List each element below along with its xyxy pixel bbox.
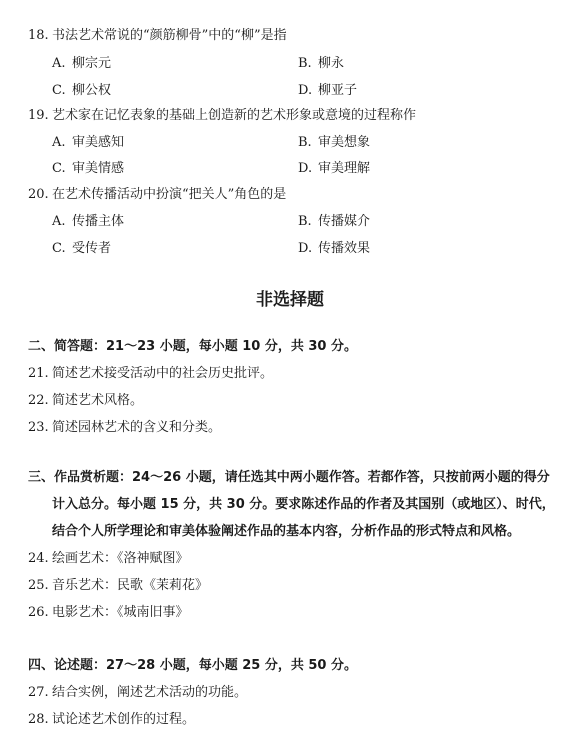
- question-20: [28, 183, 286, 202]
- option-text: 审美想象: [318, 135, 371, 150]
- option-letter: C.: [52, 83, 66, 98]
- option-text: 传播媒介: [318, 214, 371, 229]
- option-letter: C.: [52, 241, 66, 256]
- part-four-header: 四、论述题：27～28 小题，每小题 25 分，共 50 分。: [28, 658, 357, 673]
- question-number: 19.: [28, 108, 49, 123]
- option-letter: D.: [298, 83, 313, 98]
- question-text: 结合实例，阐述艺术活动的功能。: [52, 685, 248, 700]
- question-18: [28, 24, 287, 43]
- option-text: 传播主体: [72, 214, 125, 229]
- question-21: [28, 362, 273, 381]
- option-letter: C.: [52, 161, 66, 176]
- question-28: [28, 708, 195, 727]
- question-number: 20.: [28, 187, 49, 202]
- question-number: 22.: [28, 393, 49, 408]
- option-letter: B.: [298, 214, 312, 229]
- question-number: 23.: [28, 420, 49, 435]
- part-three-header-line1: 三、作品赏析题：24～26 小题，请任选其中两小题作答。若都作答，只按前两小题的得分: [28, 470, 550, 485]
- option-text: 审美情感: [72, 161, 125, 176]
- option-18-a: [52, 52, 111, 71]
- question-stem: 在艺术传播活动中扮演“把关人”角色的是: [52, 187, 287, 202]
- option-18-d: [298, 79, 357, 98]
- question-text: 简述园林艺术的含义和分类。: [52, 420, 222, 435]
- part-three-header-line3: 结合个人所学理论和审美体验阐述作品的基本内容，分析作品的形式特点和风格。: [52, 524, 521, 539]
- option-text: 受传者: [72, 241, 112, 256]
- question-27: [28, 681, 247, 700]
- option-letter: B.: [298, 56, 312, 71]
- section-title: 非选择题: [256, 290, 324, 310]
- part-two-header: 二、简答题：21～23 小题，每小题 10 分，共 30 分。: [28, 339, 357, 354]
- option-text: 审美理解: [318, 161, 371, 176]
- question-number: 25.: [28, 578, 49, 593]
- question-number: 28.: [28, 712, 49, 727]
- option-letter: D.: [298, 161, 313, 176]
- option-letter: A.: [52, 214, 66, 229]
- question-stem: 艺术家在记忆表象的基础上创造新的艺术形象或意境的过程称作: [52, 108, 417, 123]
- option-letter: D.: [298, 241, 313, 256]
- option-text: 传播效果: [318, 241, 371, 256]
- option-text: 柳永: [318, 56, 345, 71]
- option-text: 柳公权: [72, 83, 112, 98]
- option-text: 审美感知: [72, 135, 125, 150]
- option-18-b: [298, 52, 344, 71]
- option-20-c: [52, 237, 111, 256]
- question-text: 电影艺术：《城南旧事》: [52, 605, 189, 620]
- option-letter: A.: [52, 135, 66, 150]
- question-23: [28, 416, 221, 435]
- option-19-d: [298, 157, 370, 176]
- option-19-b: [298, 131, 370, 150]
- option-20-d: [298, 237, 370, 256]
- option-20-b: [298, 210, 370, 229]
- option-text: 柳亚子: [318, 83, 358, 98]
- option-18-c: [52, 79, 111, 98]
- option-19-c: [52, 157, 124, 176]
- question-text: 简述艺术接受活动中的社会历史批评。: [52, 366, 274, 381]
- question-24: [28, 547, 189, 566]
- part-three-header-line2: 计入总分。每小题 15 分，共 30 分。要求陈述作品的作者及其国别（或地区）、时代，: [52, 497, 555, 512]
- question-text: 简述艺术风格。: [52, 393, 144, 408]
- option-letter: A.: [52, 56, 66, 71]
- option-text: 柳宗元: [72, 56, 112, 71]
- question-number: 27.: [28, 685, 49, 700]
- question-19: [28, 104, 416, 123]
- question-text: 绘画艺术：《洛神赋图》: [52, 551, 189, 566]
- question-text: 试论述艺术创作的过程。: [52, 712, 196, 727]
- option-letter: B.: [298, 135, 312, 150]
- question-number: 21.: [28, 366, 49, 381]
- option-19-a: [52, 131, 124, 150]
- question-number: 24.: [28, 551, 49, 566]
- question-number: 18.: [28, 28, 49, 43]
- question-stem: 书法艺术常说的“颜筋柳骨”中的“柳”是指: [52, 28, 287, 43]
- question-22: [28, 389, 143, 408]
- question-26: [28, 601, 189, 620]
- question-number: 26.: [28, 605, 49, 620]
- option-20-a: [52, 210, 124, 229]
- question-25: [28, 574, 208, 593]
- question-text: 音乐艺术：民歌《茉莉花》: [52, 578, 209, 593]
